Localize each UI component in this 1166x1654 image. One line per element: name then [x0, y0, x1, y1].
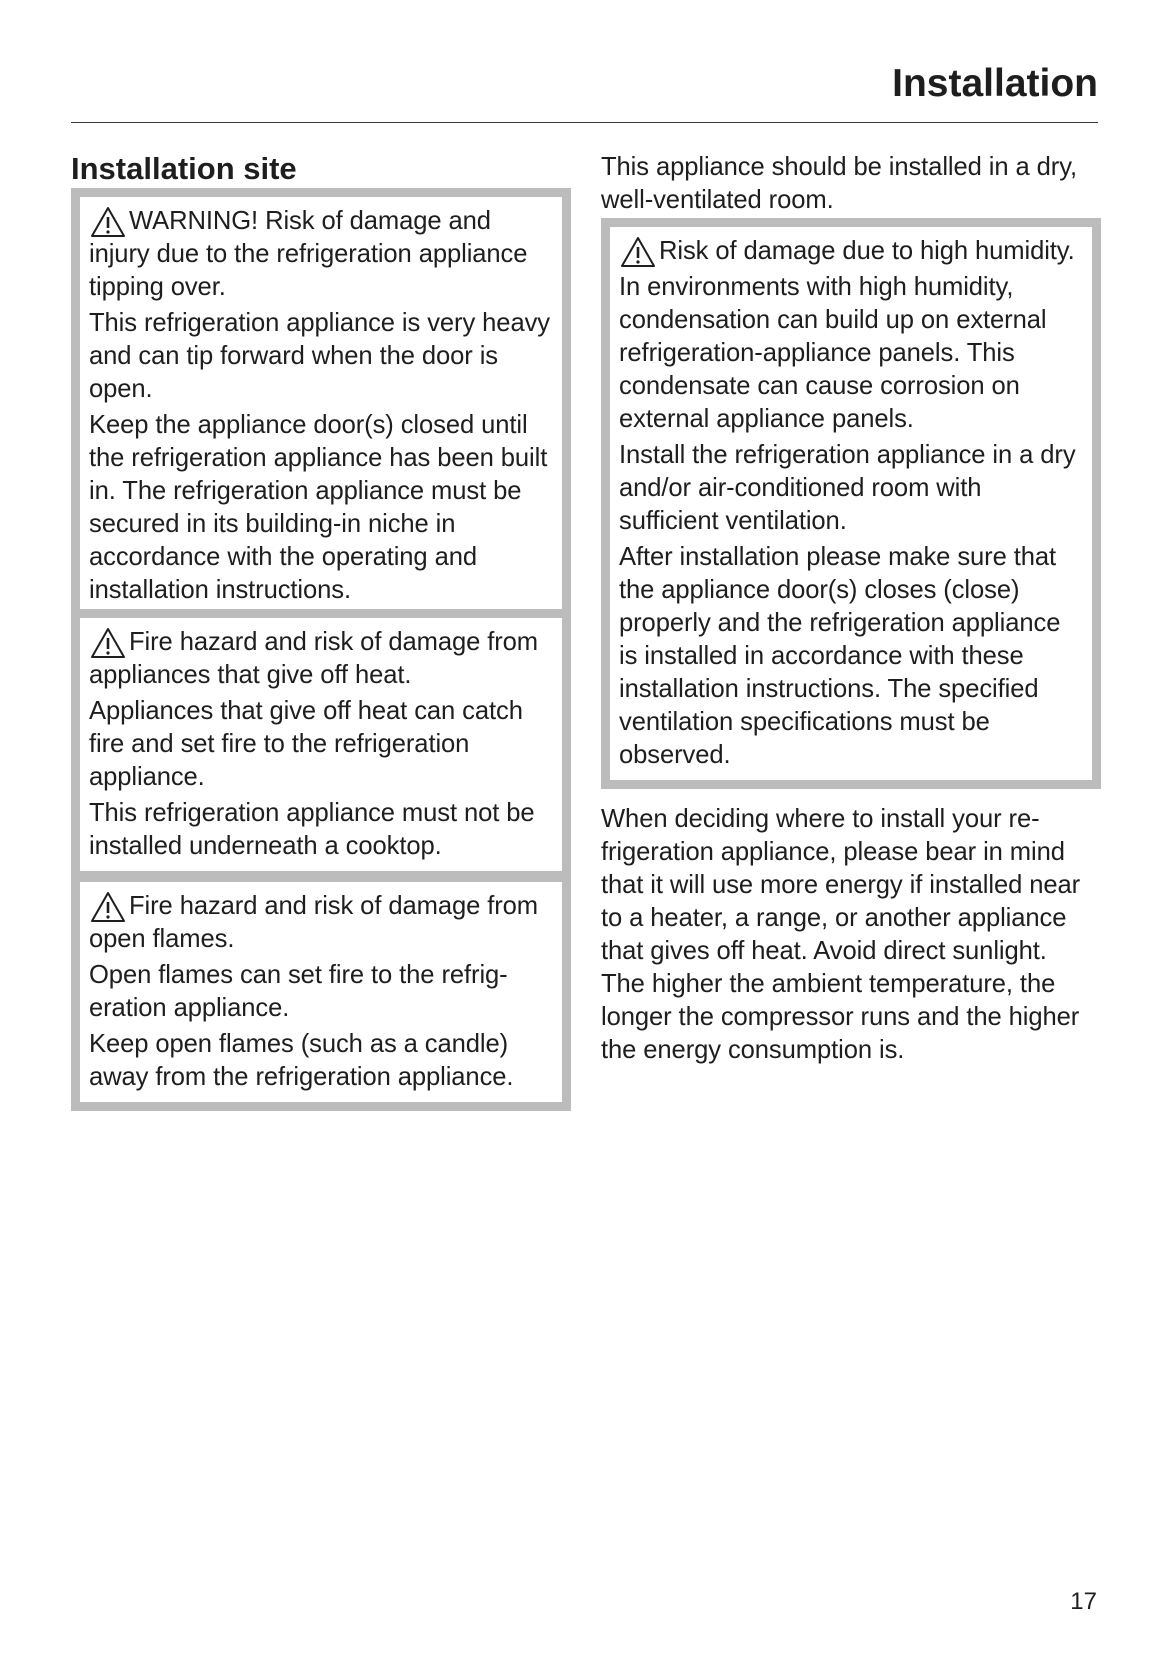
- intro-text: [601, 151, 1101, 217]
- warning-title: Fire hazard and risk of damage from open flames.: [89, 892, 539, 953]
- warning-triangle-icon: [619, 235, 657, 268]
- warning-box-humidity: [601, 218, 1101, 789]
- warning-box-open-flames: [71, 873, 571, 1111]
- intro-paragraph: This appliance should be installed in a dry, well-ventilated room.: [601, 153, 1078, 214]
- warning-paragraph: Appliances that give off heat can catch fire and set fire to the refrigeration appliance.: [89, 697, 523, 791]
- warning-box-heat-appliances: [71, 609, 571, 880]
- warning-paragraph: This refrigeration appliance must not be installed underneath a cooktop.: [89, 799, 535, 860]
- header-divider: [71, 122, 1098, 123]
- warning-title: Risk of damage due to high humidity.: [619, 235, 1084, 268]
- warning-title: Fire hazard and risk of damage from appliances that give off heat.: [89, 628, 539, 689]
- warning-paragraph: Keep the appliance door(s) closed until the refrigeration appliance has been built in. The refrigeration appliance must be secured in its building-in niche in accordance with the operating and installation instructions.: [89, 411, 548, 604]
- warning-paragraph: Open flames can set fire to the refrigeration appliance.: [89, 961, 508, 1022]
- warning-paragraph: In environments with high humidity, condensation can build up on external refrigeration-appliance panels. This condensate can cause corrosion on external appliance panels.: [619, 273, 1047, 433]
- warning-title: WARNING! Risk of damage and injury due to the refrigeration appliance tipping over.: [89, 207, 528, 301]
- warning-paragraph: This refrigeration appliance is very heavy and can tip forward when the door is open.: [89, 309, 550, 403]
- body-paragraph: When deciding where to install your refrigeration appliance, please bear in mind that it will use more energy if installed near to a heater, a range, or another appliance that gives off heat. Avoid direct sunlight.: [601, 805, 1081, 965]
- section-heading: Installation site: [71, 151, 297, 186]
- warning-box-tipping: [71, 188, 571, 624]
- warning-paragraph: Install the refrigeration appliance in a dry and/or air-conditioned room with sufficient ventilation.: [619, 441, 1076, 535]
- energy-text: [601, 803, 1101, 1067]
- page-number: 17: [1070, 1588, 1097, 1615]
- warning-paragraph: Keep open flames (such as a candle) away from the refrigeration appliance.: [89, 1030, 514, 1091]
- warning-paragraph: After installation please make sure that the appliance door(s) closes (close) properly and the refrigeration appliance is installed in accordance with these installation instructions. The specified ventilation specifications must be observed.: [619, 543, 1061, 769]
- page-header-title: Installation: [892, 62, 1098, 105]
- warning-triangle-icon: [89, 205, 127, 238]
- body-paragraph: The higher the ambient temperature, the longer the compressor runs and the higher the energy consumption is.: [601, 970, 1080, 1064]
- warning-triangle-icon: [89, 890, 127, 923]
- warning-triangle-icon: [89, 626, 127, 659]
